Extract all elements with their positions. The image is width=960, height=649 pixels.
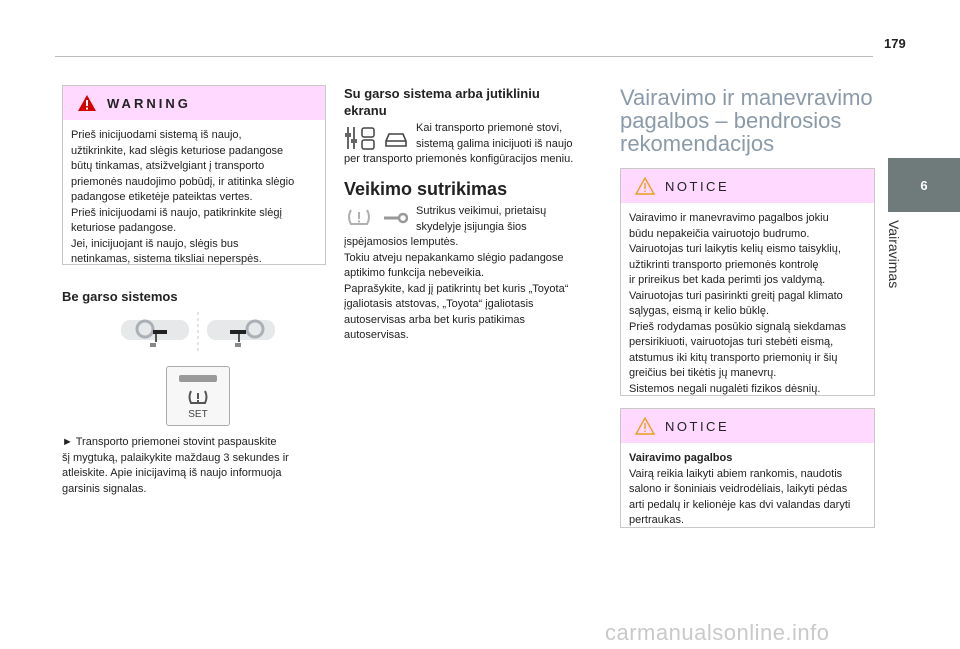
silent-heading: Be garso sistemos <box>62 289 178 304</box>
notice-header-1 <box>621 169 874 203</box>
tire-pressure-icon <box>187 387 209 407</box>
audio-text-right: Kai transporto priemonė stovi, sistemą galima inicijuoti iš naujo <box>416 122 573 150</box>
chapter-label-container <box>878 220 908 340</box>
notice-icon <box>635 177 655 195</box>
top-divider <box>55 56 873 57</box>
settings-menu-icon <box>345 125 377 151</box>
dashboard-illustration <box>115 312 280 354</box>
chapter-label: Vairavimas <box>886 220 902 289</box>
audio-heading: Su garso sistema arba jutikliniu ekranu <box>344 86 540 118</box>
set-label: SET <box>188 409 208 420</box>
tpms-set-button <box>166 366 230 426</box>
audio-text-full: per transporto priemonės konfigūracijos meniu. <box>344 153 574 165</box>
chapter-tab[interactable]: 6 <box>888 158 960 212</box>
section-title: Vairavimo ir manevravimo pagalbos – bendrosios rekomendacijos <box>620 85 873 156</box>
button-top-bar <box>179 375 217 382</box>
notice-box-2 <box>620 408 875 528</box>
notice-box-1 <box>620 168 875 396</box>
notice-title-2: NOTICE <box>665 418 730 434</box>
page-number: 179 <box>884 36 906 51</box>
tpms-warning-icon <box>346 207 372 227</box>
silent-text: ► Transporto priemonei stovint paspauskite šį mygtuką, palaikykite maždaug 3 sekundes ir atleiskite. Apie inicijavimą iš naujo informuoja garsinis signalas. <box>62 436 289 495</box>
notice-title-1: NOTICE <box>665 178 730 194</box>
notice-subtitle-2: Vairavimo pagalbos <box>629 452 733 464</box>
service-wrench-icon <box>382 210 408 226</box>
notice-text-1: Vairavimo ir manevravimo pagalbos jokiu būdu nepakeičia vairuotojo budrumo. Vairuotojas turi laikytis kelių eismo taisyklių, užtikrinti transporto priemonės kontrolę ir prireikus bet kada perimti jos valdymą. Vairuotojas turi pasirinkti greitį pagal klimato sąlygas, eismą ir kelio būklę. Prieš rodydamas posūkio signalą siekdamas persirikiuoti, vairuotojas turi stebėti eismą, atstumus iki kitų transporto priemonių ir šių greičius bei tikėtis jų manevrų. Sistemos negali nugalėti fizikos dėsnių. <box>629 212 847 395</box>
notice-body-2 <box>621 443 874 537</box>
notice-text-2: Vairą reikia laikyti abiem rankomis, naudotis salono ir šoniniais veidrodėliais, laikyti pėdas arti pedalų ir kelionėje kas dvi valandas daryti pertraukas. <box>629 467 851 526</box>
malfunction-text-right: Sutrikus veikimui, prietaisų skydelyje įsijungia šios <box>416 205 547 233</box>
watermark[interactable]: carmanualsonline.info <box>605 620 830 645</box>
warning-text: Prieš inicijuodami sistemą iš naujo, užtikrinkite, kad slėgis keturiose padangose būtų tinkamas, atsižvelgiant į transporto priemonės naudojimo pobūdį, ir atitinka slėgio padangose etiketėje pateiktas vertes. Prieš inicijuodami iš naujo, patikrinkite slėgį keturiose padangose. Jei, inicijuojant iš naujo, slėgis bus netinkamas, sistema tiksliai neperspės. <box>71 129 295 265</box>
notice-icon <box>635 417 655 435</box>
malfunction-heading: Veikimo sutrikimas <box>344 179 508 199</box>
warning-title: WARNING <box>107 95 191 111</box>
warning-icon <box>77 94 97 112</box>
warning-box <box>62 85 326 265</box>
warning-header <box>63 86 325 120</box>
malfunction-text-full: įspėjamosios lemputės. Tokiu atveju nepakankamo slėgio padangose aptikimo funkcija nebeveikia. Paprašykite, kad jį patikrintų bet kuris „Toyota“ įgaliotasis atstovas, „Toyota“ įgaliotasis autoservisas arba bet kuris patikimas autoservisas. <box>344 236 569 341</box>
car-icon <box>383 129 409 149</box>
notice-header-2 <box>621 409 874 443</box>
